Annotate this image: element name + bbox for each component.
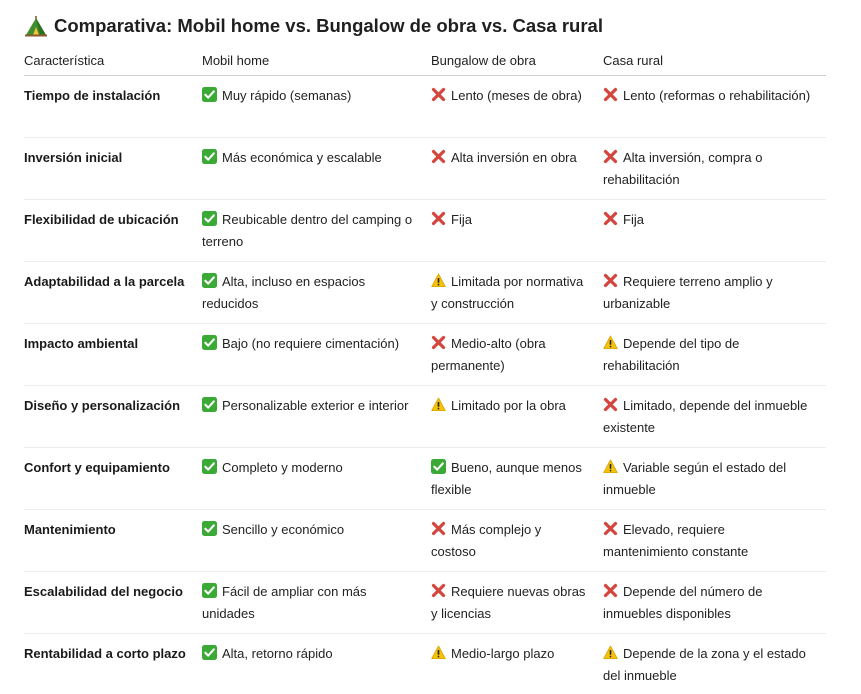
check-mark-icon bbox=[202, 645, 217, 660]
cell-text: Depende del número de inmuebles disponibles bbox=[603, 584, 763, 621]
cell-text: Alta inversión en obra bbox=[451, 150, 577, 165]
column-header-mobil-home: Mobil home bbox=[202, 46, 431, 76]
warning-icon bbox=[431, 645, 446, 660]
check-mark-icon bbox=[431, 459, 446, 474]
cell-text: Sencillo y económico bbox=[222, 522, 345, 537]
table-row bbox=[24, 510, 826, 572]
warning-icon bbox=[603, 459, 618, 474]
cell-bungalow bbox=[431, 572, 603, 634]
check-mark-icon bbox=[202, 397, 217, 412]
column-header-feature: Característica bbox=[24, 46, 202, 76]
cell-bungalow bbox=[431, 262, 603, 324]
cross-mark-icon bbox=[603, 211, 618, 226]
cell-text: Requiere terreno amplio y urbanizable bbox=[603, 274, 773, 311]
cell-bungalow bbox=[431, 510, 603, 572]
check-mark-icon bbox=[202, 211, 217, 226]
cell-text: Limitado por la obra bbox=[451, 398, 566, 413]
cross-mark-icon bbox=[431, 211, 446, 226]
cell-bungalow bbox=[431, 76, 603, 138]
cross-mark-icon bbox=[603, 521, 618, 536]
cell-text: Alta, retorno rápido bbox=[222, 646, 333, 661]
cell-text: Bueno, aunque menos flexible bbox=[431, 460, 582, 497]
warning-icon bbox=[431, 273, 446, 288]
cell-mobil-home bbox=[202, 138, 431, 200]
column-header-casa-rural: Casa rural bbox=[603, 46, 826, 76]
feature-cell: Inversión inicial bbox=[24, 138, 202, 200]
cell-text: Fija bbox=[623, 212, 644, 227]
cell-text: Limitado, depende del inmueble existente bbox=[603, 398, 808, 435]
feature-cell: Confort y equipamiento bbox=[24, 448, 202, 510]
table-row bbox=[24, 262, 826, 324]
check-mark-icon bbox=[202, 335, 217, 350]
table-header-row bbox=[24, 46, 826, 76]
page-title-text: Comparativa: Mobil home vs. Bungalow de obra vs. Casa rural bbox=[54, 15, 603, 36]
check-mark-icon bbox=[202, 87, 217, 102]
cell-casa-rural bbox=[603, 510, 826, 572]
cell-casa-rural bbox=[603, 138, 826, 200]
table-body bbox=[24, 76, 826, 694]
cell-text: Medio-alto (obra permanente) bbox=[431, 336, 546, 373]
cell-mobil-home bbox=[202, 510, 431, 572]
cell-mobil-home bbox=[202, 634, 431, 694]
cell-mobil-home bbox=[202, 76, 431, 138]
table-row bbox=[24, 324, 826, 386]
cell-mobil-home bbox=[202, 448, 431, 510]
table-row bbox=[24, 448, 826, 510]
cell-text: Requiere nuevas obras y licencias bbox=[431, 584, 586, 621]
cell-text: Bajo (no requiere cimentación) bbox=[222, 336, 400, 351]
cell-text: Lento (meses de obra) bbox=[451, 88, 582, 103]
warning-icon bbox=[603, 645, 618, 660]
cross-mark-icon bbox=[603, 149, 618, 164]
feature-cell: Escalabilidad del negocio bbox=[24, 572, 202, 634]
cross-mark-icon bbox=[431, 521, 446, 536]
cell-mobil-home bbox=[202, 262, 431, 324]
comparison-table bbox=[24, 46, 826, 694]
page-title bbox=[24, 12, 603, 40]
table-row bbox=[24, 138, 826, 200]
cell-mobil-home bbox=[202, 572, 431, 634]
cell-text: Variable según el estado del inmueble bbox=[603, 460, 787, 497]
feature-cell: Diseño y personalización bbox=[24, 386, 202, 448]
cell-text: Alta inversión, compra o rehabilitación bbox=[603, 150, 763, 187]
table-row bbox=[24, 572, 826, 634]
cell-bungalow bbox=[431, 138, 603, 200]
feature-cell: Tiempo de instalación bbox=[24, 76, 202, 138]
cell-bungalow bbox=[431, 324, 603, 386]
feature-cell: Rentabilidad a corto plazo bbox=[24, 646, 186, 661]
cross-mark-icon bbox=[603, 87, 618, 102]
cell-mobil-home bbox=[202, 200, 431, 262]
table-row bbox=[24, 634, 826, 694]
cell-text: Personalizable exterior e interior bbox=[222, 398, 409, 413]
cell-text: Fija bbox=[451, 212, 472, 227]
cell-text: Lento (reformas o rehabilitación) bbox=[623, 88, 811, 103]
table-row bbox=[24, 386, 826, 448]
cell-text: Medio-largo plazo bbox=[451, 646, 555, 661]
check-mark-icon bbox=[202, 273, 217, 288]
cell-text: Más complejo y costoso bbox=[431, 522, 542, 559]
table-row bbox=[24, 76, 826, 138]
cell-text: Alta, incluso en espacios reducidos bbox=[202, 274, 366, 311]
cell-bungalow bbox=[431, 448, 603, 510]
cell-casa-rural bbox=[603, 200, 826, 262]
cell-casa-rural bbox=[603, 572, 826, 634]
cell-casa-rural bbox=[603, 76, 826, 138]
cross-mark-icon bbox=[431, 87, 446, 102]
cell-bungalow bbox=[431, 200, 603, 262]
cell-text: Depende del tipo de rehabilitación bbox=[603, 336, 740, 373]
cell-casa-rural bbox=[603, 386, 826, 448]
cross-mark-icon bbox=[603, 397, 618, 412]
cell-text: Elevado, requiere mantenimiento constante bbox=[603, 522, 749, 559]
cell-bungalow bbox=[431, 386, 603, 448]
cell-text: Depende de la zona y el estado del inmueble bbox=[603, 646, 806, 683]
cell-casa-rural bbox=[603, 324, 826, 386]
cell-mobil-home bbox=[202, 324, 431, 386]
cross-mark-icon bbox=[431, 335, 446, 350]
feature-cell: Impacto ambiental bbox=[24, 324, 202, 386]
cross-mark-icon bbox=[603, 273, 618, 288]
cell-text: Completo y moderno bbox=[222, 460, 343, 475]
warning-icon bbox=[431, 397, 446, 412]
check-mark-icon bbox=[202, 521, 217, 536]
cell-text: Más económica y escalable bbox=[222, 150, 382, 165]
check-mark-icon bbox=[202, 459, 217, 474]
cell-mobil-home bbox=[202, 386, 431, 448]
cell-text: Reubicable dentro del camping o terreno bbox=[202, 212, 413, 249]
feature-cell: Flexibilidad de ubicación bbox=[24, 200, 202, 262]
check-mark-icon bbox=[202, 149, 217, 164]
cell-text: Limitada por normativa y construcción bbox=[431, 274, 584, 311]
table-row bbox=[24, 200, 826, 262]
cross-mark-icon bbox=[431, 583, 446, 598]
warning-icon bbox=[603, 335, 618, 350]
cell-casa-rural bbox=[603, 448, 826, 510]
feature-cell: Adaptabilidad a la parcela bbox=[24, 262, 202, 324]
check-mark-icon bbox=[202, 583, 217, 598]
feature-cell: Mantenimiento bbox=[24, 510, 202, 572]
camping-tent-icon bbox=[24, 15, 48, 37]
cell-casa-rural bbox=[603, 262, 826, 324]
cell-casa-rural bbox=[603, 634, 826, 694]
cell-text: Muy rápido (semanas) bbox=[222, 88, 352, 103]
column-header-bungalow: Bungalow de obra bbox=[431, 46, 603, 76]
cell-text: Fácil de ampliar con más unidades bbox=[202, 584, 367, 621]
cross-mark-icon bbox=[603, 583, 618, 598]
cell-bungalow bbox=[431, 634, 603, 694]
cross-mark-icon bbox=[431, 149, 446, 164]
